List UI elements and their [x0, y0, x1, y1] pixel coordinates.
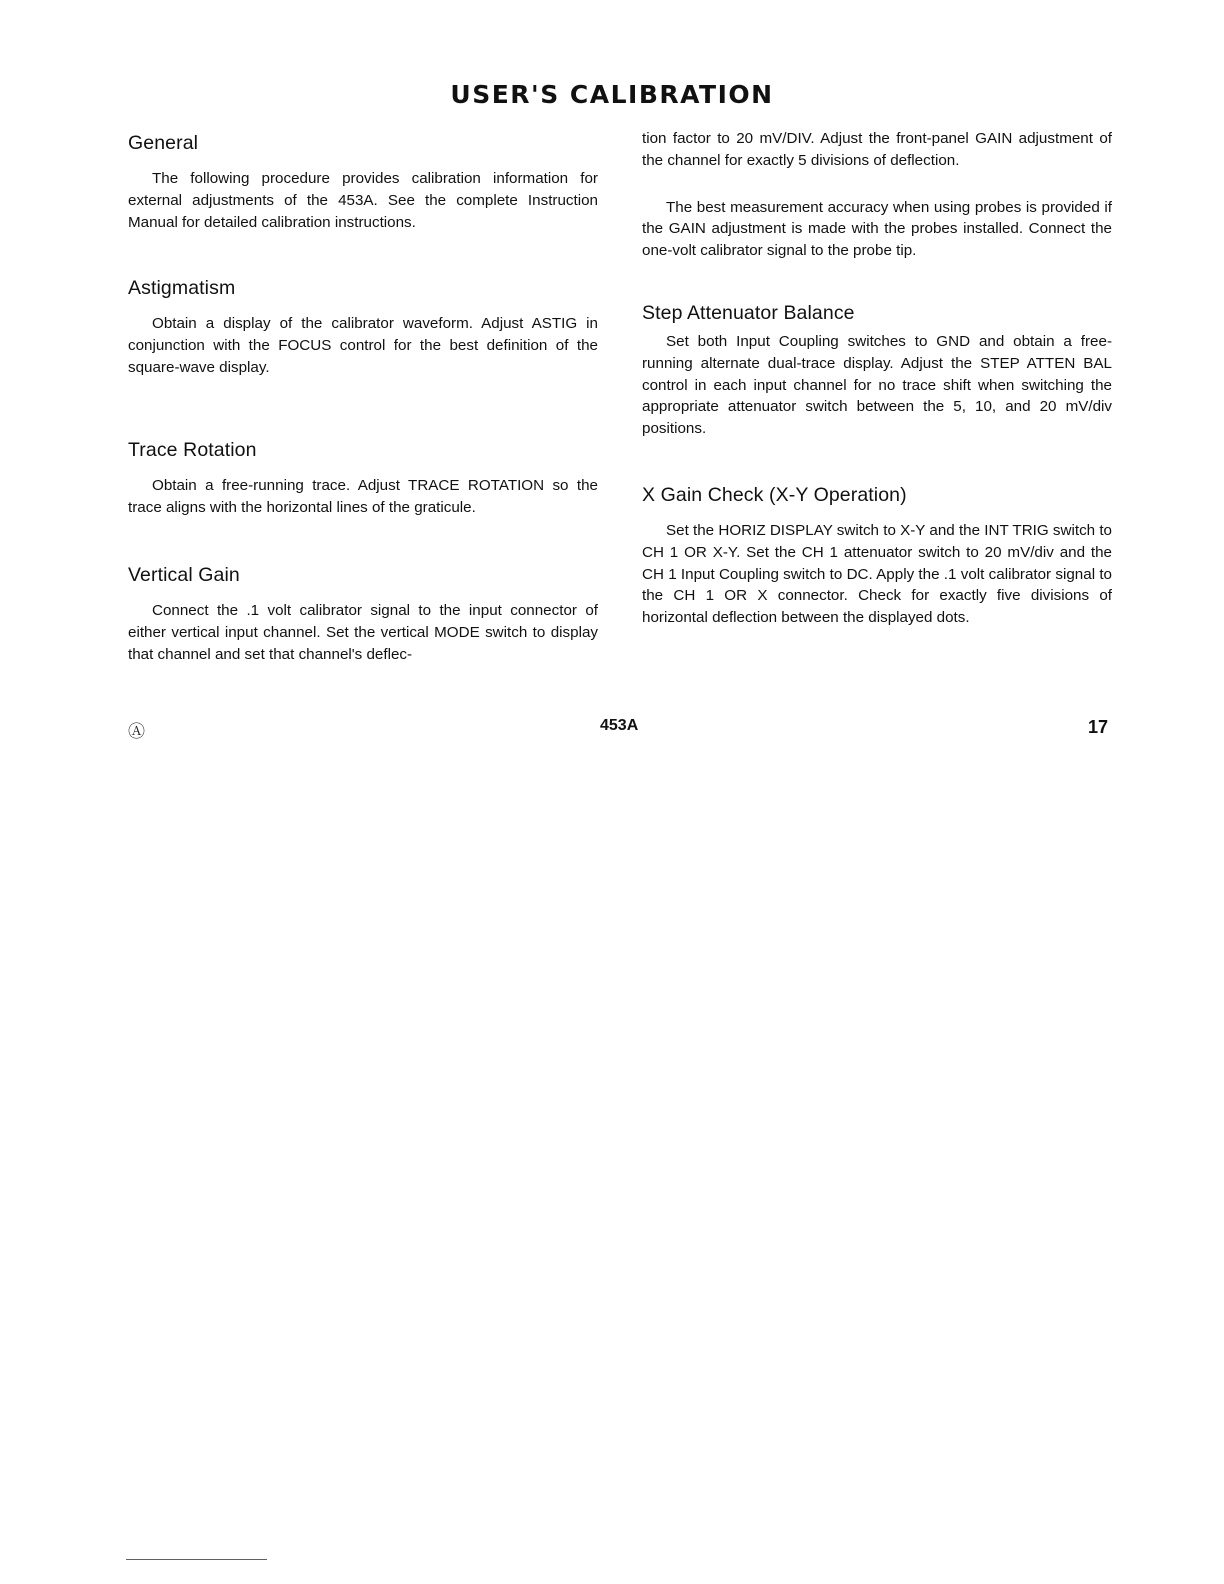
page-number: 17: [1088, 717, 1109, 737]
section-body-general: The following procedure provides calibration information for external adjustments of the 453A. See the complete Instruction Manual for detailed calibration instructions.: [128, 170, 598, 231]
model-number: 453A: [600, 717, 639, 734]
section-step-attenuator-balance: [642, 302, 1112, 440]
section-body-vertical-gain: Connect the .1 volt calibrator signal to the input connector of either vertical input channel. Set the vertical MODE switch to display that channel and set that channel's deflec-: [128, 602, 598, 663]
section-trace-rotation: [128, 439, 598, 519]
section-body-trace-rotation: Obtain a free-running trace. Adjust TRACE ROTATION so the trace aligns with the horizontal lines of the graticule.: [128, 476, 598, 516]
section-vertical-gain: [128, 564, 598, 665]
section-heading-x-gain-check: X Gain Check (X-Y Operation): [642, 483, 907, 506]
section-heading-trace-rotation: Trace Rotation: [128, 438, 257, 461]
section-general: [128, 132, 598, 233]
section-body-probe-note: The best measurement accuracy when using probes is provided if the GAIN adjustment is made with the probes installed. Connect the one-volt calibrator signal to the probe tip.: [642, 198, 1112, 260]
section-body-astigmatism: Obtain a display of the calibrator waveform. Adjust ASTIG in conjunction with the FOCUS control for the best definition of the square-wave display.: [128, 315, 598, 376]
section-heading-general: General: [128, 132, 199, 154]
section-vertical-gain-continued: [642, 128, 1112, 172]
footnote-rule: [126, 1559, 267, 1560]
right-column: [642, 128, 1112, 629]
section-probe-note: [642, 197, 1112, 262]
section-body-step-attenuator-balance: Set both Input Coupling switches to GND and obtain a free-running alternate dual-trace display. Adjust the STEP ATTEN BAL control in each input channel for no trace shift when switching the appropriate attenuator switch between the 5, 10, and 20 mV/div positions.: [642, 332, 1112, 438]
section-heading-vertical-gain: Vertical Gain: [128, 564, 240, 587]
section-body-vertical-gain-continued: tion factor to 20 mV/DIV. Adjust the front-panel GAIN adjustment of the channel for exactly 5 divisions of deflection.: [642, 130, 1112, 169]
section-heading-astigmatism: Astigmatism: [128, 277, 236, 300]
section-astigmatism: [128, 277, 598, 378]
section-x-gain-check: [642, 484, 1112, 629]
section-heading-step-attenuator-balance: Step Attenuator Balance: [642, 301, 855, 324]
page-title: USER'S CALIBRATION: [450, 80, 774, 109]
section-body-x-gain-check: Set the HORIZ DISPLAY switch to X-Y and the INT TRIG switch to CH 1 OR X-Y. Set the CH 1 attenuator switch to 20 mV/div and the CH 1 Input Coupling switch to DC. Apply the .1 volt calibrator signal to the CH 1 OR X connector. Check for exactly five divisions of horizontal deflection between the displayed dots.: [642, 521, 1112, 627]
revision-mark: Ⓐ: [128, 722, 145, 741]
left-column: [128, 128, 598, 666]
